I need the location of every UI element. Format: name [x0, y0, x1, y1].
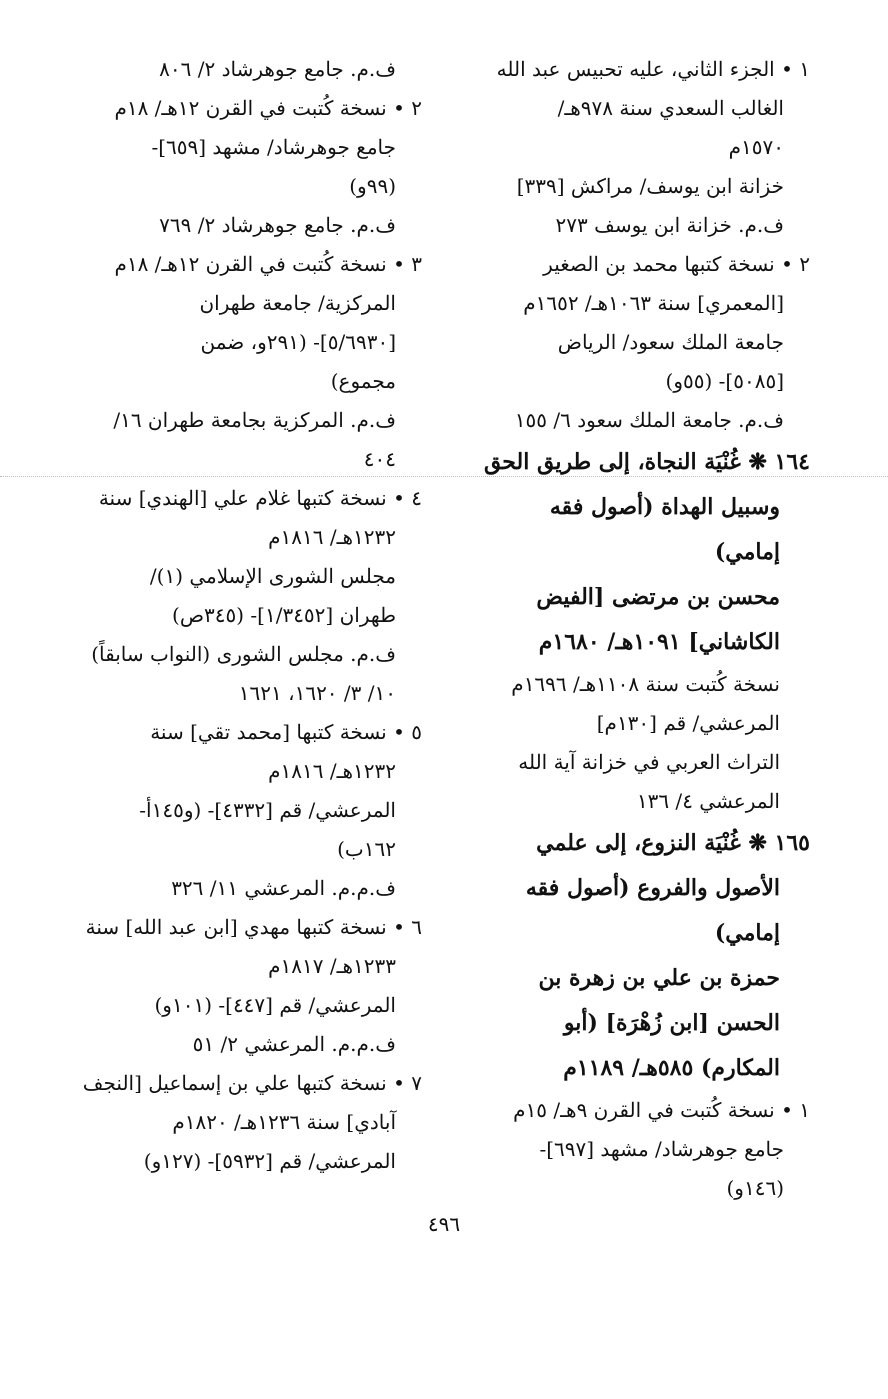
text-line: ١٦٥ ❋ غُنْيَة النزوع، إلى علمي [536, 830, 810, 856]
text-line: الأصول والفروع (أصول فقه [525, 875, 780, 901]
text-line: إمامي) [714, 920, 780, 946]
text-line: ١٥٧٠م [728, 135, 784, 159]
text-line: ف.م. مجلس الشورى (النواب سابقاً) [91, 642, 396, 666]
text-line: التراث العربي في خزانة آية الله [518, 750, 780, 774]
text-line: محسن بن مرتضى [الفيض [536, 584, 780, 610]
text-line: الحسن [ابن زُهْرَة] (أبو [563, 1010, 780, 1036]
text-line: المركزية/ جامعة طهران [199, 291, 396, 315]
page-number: ٤٩٦ [427, 1212, 461, 1236]
text-line: ٤٠٤ [363, 447, 396, 471]
text-line: المكارم) ٥٨٥هـ/ ١١٨٩م [563, 1055, 780, 1081]
text-line: حمزة بن علي بن زهرة بن [538, 965, 780, 991]
text-line: (١٤٦و) [726, 1176, 784, 1200]
text-line: [المعمري] سنة ١٠٦٣هـ/ ١٦٥٢م [523, 291, 784, 315]
text-line: ١٠/ ٣/ ١٦٢٠، ١٦٢١ [238, 681, 396, 705]
text-line: جامع جوهرشاد/ مشهد [٦٥٩]- [151, 135, 396, 159]
text-line: إمامي) [714, 539, 780, 565]
text-line: [٥/٦٩٣٠]- (٢٩١و، ضمن [200, 330, 396, 354]
text-line: الغالب السعدي سنة ٩٧٨هـ/ [557, 96, 784, 120]
text-line: ٥ • نسخة كتبها [محمد تقي] سنة [150, 720, 422, 744]
text-line: ف.م.م. المرعشي ٢/ ٥١ [192, 1032, 396, 1056]
text-line: المرعشي/ قم [١٣٠م] [596, 711, 780, 735]
text-line: ٣ • نسخة كُتبت في القرن ١٢هـ/ ١٨م [114, 252, 422, 276]
text-line: ١٢٣٣هـ/ ١٨١٧م [268, 954, 396, 978]
text-line: المرعشي/ قم [٥٩٣٢]- (١٢٧و) [143, 1149, 396, 1173]
left-column [70, 50, 422, 1181]
text-line: جامعة الملك سعود/ الرياض [557, 330, 784, 354]
text-line: المرعشي ٤/ ١٣٦ [636, 789, 780, 813]
text-line: ٦ • نسخة كتبها مهدي [ابن عبد الله] سنة [85, 915, 422, 939]
text-line: ١٢٣٢هـ/ ١٨١٦م [268, 525, 396, 549]
text-line: ٢ • نسخة كُتبت في القرن ١٢هـ/ ١٨م [114, 96, 422, 120]
text-line: المرعشي/ قم [٤٤٧]- (١٠١و) [154, 993, 396, 1017]
text-line: ف.م.م. المرعشي ١١/ ٣٢٦ [171, 876, 396, 900]
text-line: ٢ • نسخة كتبها محمد بن الصغير [543, 252, 810, 276]
text-line: طهران [١/٣٤٥٢]- (٣٤٥ص) [172, 603, 396, 627]
text-line: ١٦٤ ❋ غُنْيَة النجاة، إلى طريق الحق [483, 449, 810, 475]
right-column [458, 50, 810, 1208]
text-line: جامع جوهرشاد/ مشهد [٦٩٧]- [539, 1137, 784, 1161]
text-line: وسبيل الهداة (أصول فقه [549, 494, 780, 520]
text-line: ف.م. جامع جوهرشاد ٢/ ٨٠٦ [159, 57, 396, 81]
text-line: ٧ • نسخة كتبها علي بن إسماعيل [النجف [82, 1071, 422, 1095]
text-line: (٩٩و) [349, 174, 396, 198]
text-line: آبادي] سنة ١٢٣٦هـ/ ١٨٢٠م [172, 1110, 396, 1134]
text-line: ف.م. خزانة ابن يوسف ٢٧٣ [555, 213, 784, 237]
text-line: ١٢٣٢هـ/ ١٨١٦م [268, 759, 396, 783]
text-line: ٤ • نسخة كتبها غلام علي [الهندي] سنة [98, 486, 422, 510]
text-line: مجموع) [330, 369, 396, 393]
text-line: [٥٠٨٥]- (٥٥و) [665, 369, 784, 393]
text-line: ف.م. جامعة الملك سعود ٦/ ١٥٥ [514, 408, 784, 432]
text-line: ١٦٢ب) [337, 837, 396, 861]
text-line: ١ • الجزء الثاني، عليه تحبيس عبد الله [496, 57, 810, 81]
text-line: ١ • نسخة كُتبت في القرن ٩هـ/ ١٥م [513, 1098, 810, 1122]
text-line: نسخة كُتبت سنة ١١٠٨هـ/ ١٦٩٦م [511, 672, 780, 696]
text-line: الكاشاني] ١٠٩١هـ/ ١٦٨٠م [538, 629, 780, 655]
text-line: خزانة ابن يوسف/ مراكش [٣٣٩] [516, 174, 784, 198]
text-line: مجلس الشورى الإسلامي (١)/ [149, 564, 396, 588]
text-line: المرعشي/ قم [٤٣٣٢]- (و١٤٥أ- [139, 798, 396, 822]
text-line: ف.م. جامع جوهرشاد ٢/ ٧٦٩ [159, 213, 396, 237]
text-line: ف.م. المركزية بجامعة طهران ١٦/ [113, 408, 396, 432]
